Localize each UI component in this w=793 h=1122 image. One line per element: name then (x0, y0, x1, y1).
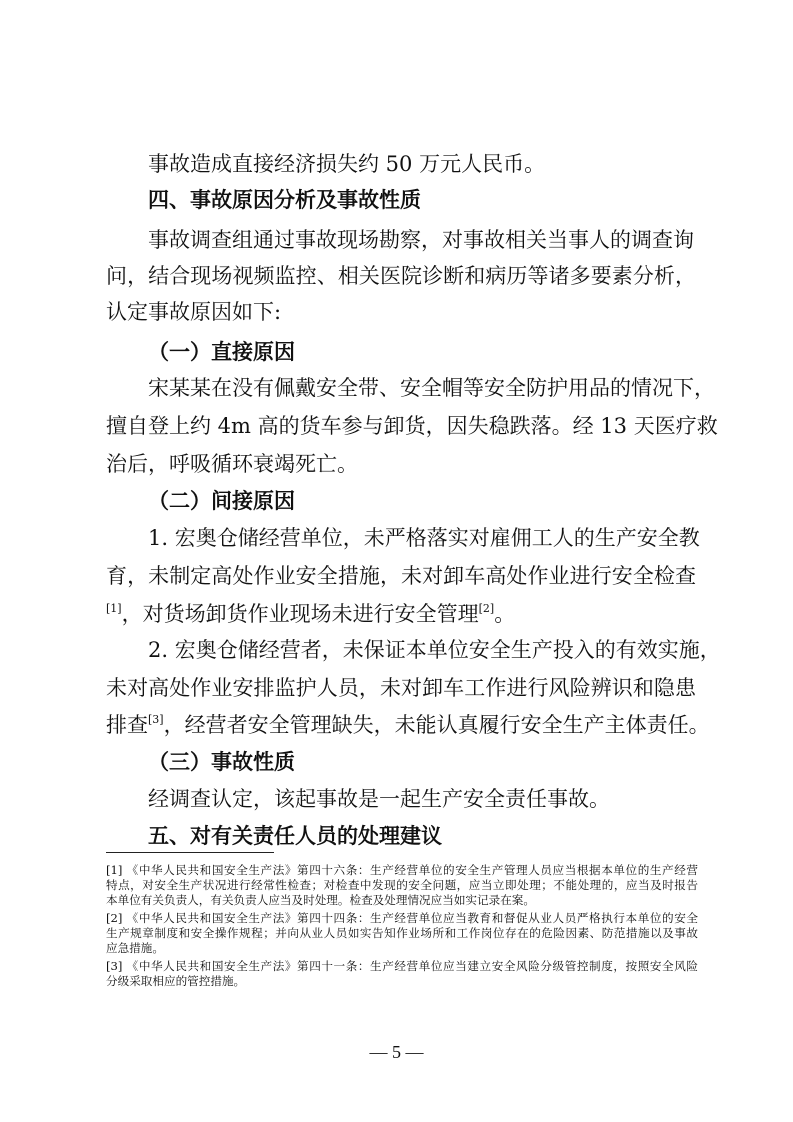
footnote-2-line: 应急措施。 (106, 941, 164, 955)
body-line (106, 600, 515, 628)
section-heading-5: 五、对有关责任人员的处理建议 (148, 824, 442, 848)
footnote-ref-1[interactable]: [1] (106, 602, 122, 615)
footnote-ref-2[interactable]: [2] (478, 602, 495, 615)
body-line: 未对高处作业安排监护人员，未对卸车工作进行风险辨识和隐患 (106, 676, 696, 700)
footnote-1-line: 本单位有关负责人，有关负责人应当及时处理。检查及处理情况应当如实记录在案。 (106, 893, 535, 907)
footnote-2-line: [2] 《中华人民共和国安全生产法》第四十四条：生产经营单位应当教育和督促从业人员严格执行本单位的安全 (106, 911, 698, 925)
body-text: ，对货场卸货作业现场未进行安全管理 (121, 602, 479, 626)
subsection-heading-3: （三）事故性质 (148, 750, 295, 774)
body-line: 事故调查组通过事故现场勘察，对事故相关当事人的调查询 (148, 228, 694, 252)
body-line: 2. 宏奥仓储经营者，未保证本单位安全生产投入的有效实施， (148, 638, 721, 662)
body-line: 治后，呼吸循环衰竭死亡。 (106, 452, 358, 476)
body-line (106, 711, 710, 739)
footnote-ref-3[interactable]: [3] (148, 713, 164, 726)
footnote-2-line: 生产规章制度和安全操作规程；并向从业人员如实告知作业场所和工作岗位存在的危险因素、防范措施以及事故 (106, 926, 698, 940)
footnote-1-line: 特点，对安全生产状况进行经常性检查；对检查中发现的安全问题，应当立即处理；不能处理的，应当及时报告 (106, 878, 698, 892)
subsection-heading-1: （一）直接原因 (148, 340, 295, 364)
footnote-3-line: [3] 《中华人民共和国安全生产法》第四十一条：生产经营单位应当建立安全风险分级管控制度，按照安全风险 (106, 959, 698, 973)
body-line: 经调查认定，该起事故是一起生产安全责任事故。 (148, 787, 610, 811)
body-line: 问，结合现场视频监控、相关医院诊断和病历等诸多要素分析， (106, 264, 696, 288)
body-line: 擅自登上约 4m 高的货车参与卸货，因失稳跌落。经 13 天医疗救 (106, 414, 718, 438)
body-text: ，经营者安全管理缺失，未能认真履行安全生产主体责任。 (163, 713, 710, 737)
footnote-1-line: [1] 《中华人民共和国安全生产法》第四十六条：生产经营单位的安全生产管理人员应当根据本单位的生产经营 (106, 863, 698, 877)
body-line: 1. 宏奥仓储经营单位，未严格落实对雇佣工人的生产安全教 (148, 526, 700, 550)
subsection-heading-2: （二）间接原因 (148, 489, 295, 513)
body-text: 排查 (106, 713, 148, 737)
footnote-divider (106, 852, 274, 853)
body-line: 认定事故原因如下: (106, 300, 282, 324)
footnote-3-line: 分级采取相应的管控措施。 (106, 974, 246, 988)
page-number: — 5 — (369, 1042, 424, 1062)
section-heading-4: 四、事故原因分析及事故性质 (148, 188, 421, 212)
body-line: 事故造成直接经济损失约 50 万元人民币。 (148, 152, 546, 176)
body-line: 宋某某在没有佩戴安全带、安全帽等安全防护用品的情况下， (148, 376, 715, 400)
body-text: 。 (494, 602, 516, 626)
body-line: 育，未制定高处作业安全措施，未对卸车高处作业进行安全检查 (106, 564, 696, 588)
